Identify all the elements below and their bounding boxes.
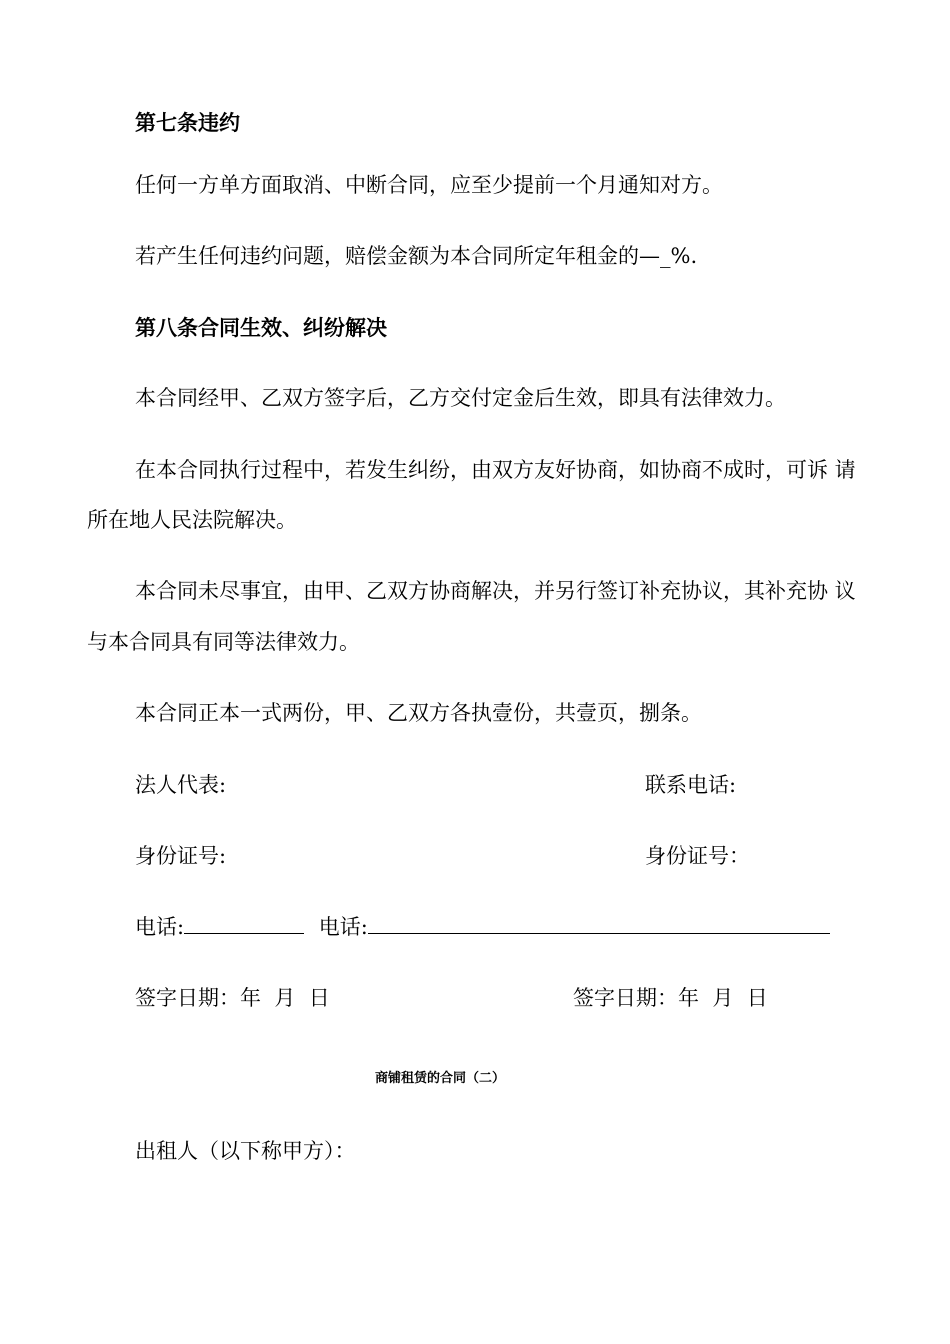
article8-paragraph-4: 本合同正本一式两份，甲、乙双方各执壹份，共壹页，捌条。 <box>135 701 702 725</box>
phone-left-label: 电话: <box>135 915 185 939</box>
phone-right-label: 电话: <box>318 915 368 939</box>
article7-paragraph-2: 若产生任何违约问题，赔偿金额为本合同所定年租金的—_%. <box>135 244 698 268</box>
sign-date-right: 签字日期：年 月 日 <box>573 986 768 1010</box>
article7-paragraph-1: 任何一方单方面取消、中断合同，应至少提前一个月通知对方。 <box>135 173 723 197</box>
sign-date-left: 签字日期：年 月 日 <box>135 986 330 1010</box>
article8-paragraph-2-line-1: 在本合同执行过程中，若发生纠纷，由双方友好协商，如协商不成时，可诉 请 <box>135 458 856 482</box>
lessor-label: 出租人（以下称甲方）： <box>135 1139 356 1163</box>
phone-row <box>135 912 830 942</box>
article8-paragraph-1: 本合同经甲、乙双方签字后，乙方交付定金后生效，即具有法律效力。 <box>135 386 786 410</box>
article8-paragraph-2-line-2: 所在地人民法院解决。 <box>87 508 297 532</box>
id-number-right-label: 身份证号： <box>645 844 750 868</box>
contact-phone-label: 联系电话: <box>645 773 737 797</box>
article8-heading: 第八条合同生效、纠纷解决 <box>135 316 387 340</box>
phone-left-blank <box>184 913 304 934</box>
article8-paragraph-3-line-2: 与本合同具有同等法律效力。 <box>87 630 360 654</box>
article7-heading: 第七条违约 <box>135 111 240 135</box>
article8-paragraph-3-line-1: 本合同未尽事宜，由甲、乙双方协商解决，并另行签订补充协议，其补充协 议 <box>135 579 856 603</box>
id-number-left-label: 身份证号: <box>135 844 227 868</box>
contract-2-title: 商铺租赁的合同（二） <box>374 1071 505 1086</box>
legal-rep-label: 法人代表: <box>135 773 227 797</box>
phone-right-blank <box>368 913 830 934</box>
